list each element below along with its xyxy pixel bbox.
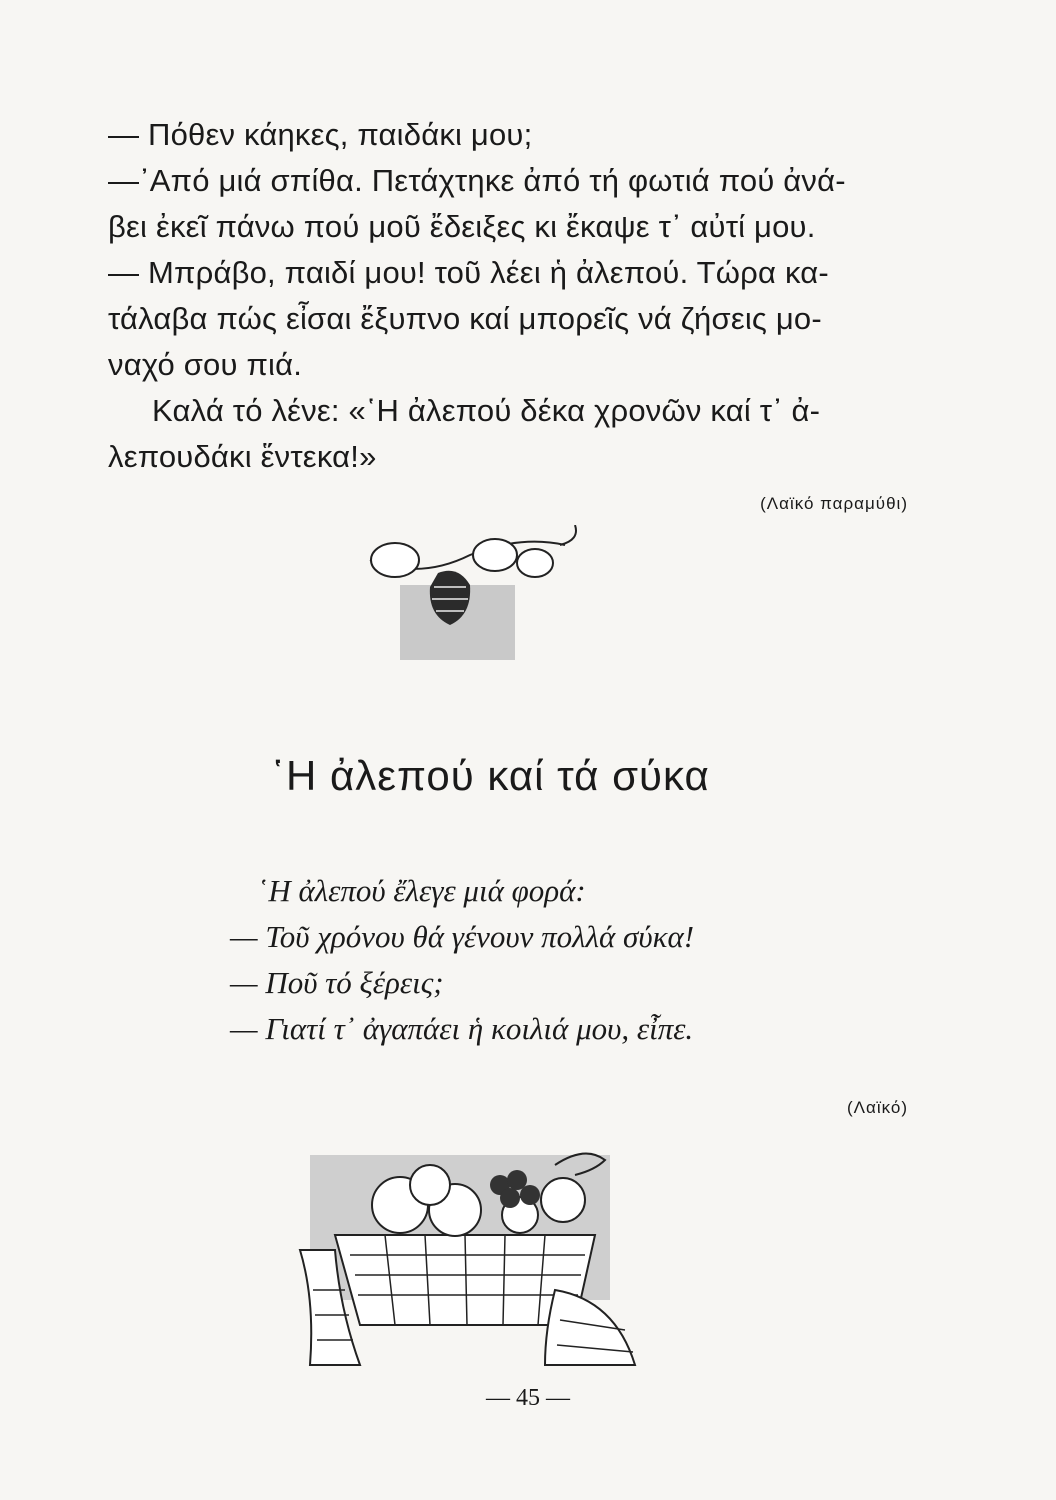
dialogue-line: ναχό σου πιά.: [108, 347, 303, 382]
story-ending-text: [108, 112, 908, 480]
page-number: — 45 —: [486, 1385, 570, 1411]
dialogue-line: βει ἐκεῖ πάνω πού μοῦ ἔδειξες κι ἔκαψε τ᾿ αὐτί μου.: [108, 209, 816, 244]
fruit-basket-icon: [295, 1140, 645, 1370]
proverb-line: λεπουδάκι ἕντεκα!»: [108, 439, 377, 474]
proverb-line: Καλά τό λένε: «῾Η ἀλεπού δέκα χρονῶν καί τ᾿ ἀ-: [152, 393, 821, 428]
poem-title: ῾Η ἀλεπού καί τά σύκα: [271, 752, 710, 799]
poem-source-label: (Λαϊκό): [846, 1098, 908, 1117]
poem-line: — Γιατί τ᾿ ἀγαπάει ἡ κοιλιά μου, εἶπε.: [230, 1011, 694, 1046]
dialogue-line: —᾿Από μιά σπίθα. Πετάχτηκε ἀπό τή φωτιά πού ἀνά-: [108, 163, 846, 198]
dialogue-line: — Μπράβο, παιδί μου! τοῦ λέει ἡ ἀλεπού. Τώρα κα-: [108, 255, 829, 290]
story-source-label: (Λαϊκό παραμύθι): [760, 494, 908, 513]
dialogue-line: τάλαβα πώς εἶσαι ἔξυπνο καί μπορεῖς νά ζήσεις μο-: [108, 301, 822, 336]
poem-line: ῾Η ἀλεπού ἔλεγε μιά φορά:: [258, 873, 586, 908]
pinecone-garland-icon: [360, 525, 590, 665]
poem-text: [230, 868, 850, 1052]
poem-line: — Τοῦ χρόνου θά γένουν πολλά σύκα!: [230, 919, 695, 954]
dialogue-line: — Πόθεν κάηκες, παιδάκι μου;: [108, 117, 533, 152]
poem-line: — Ποῦ τό ξέρεις;: [230, 965, 444, 1000]
